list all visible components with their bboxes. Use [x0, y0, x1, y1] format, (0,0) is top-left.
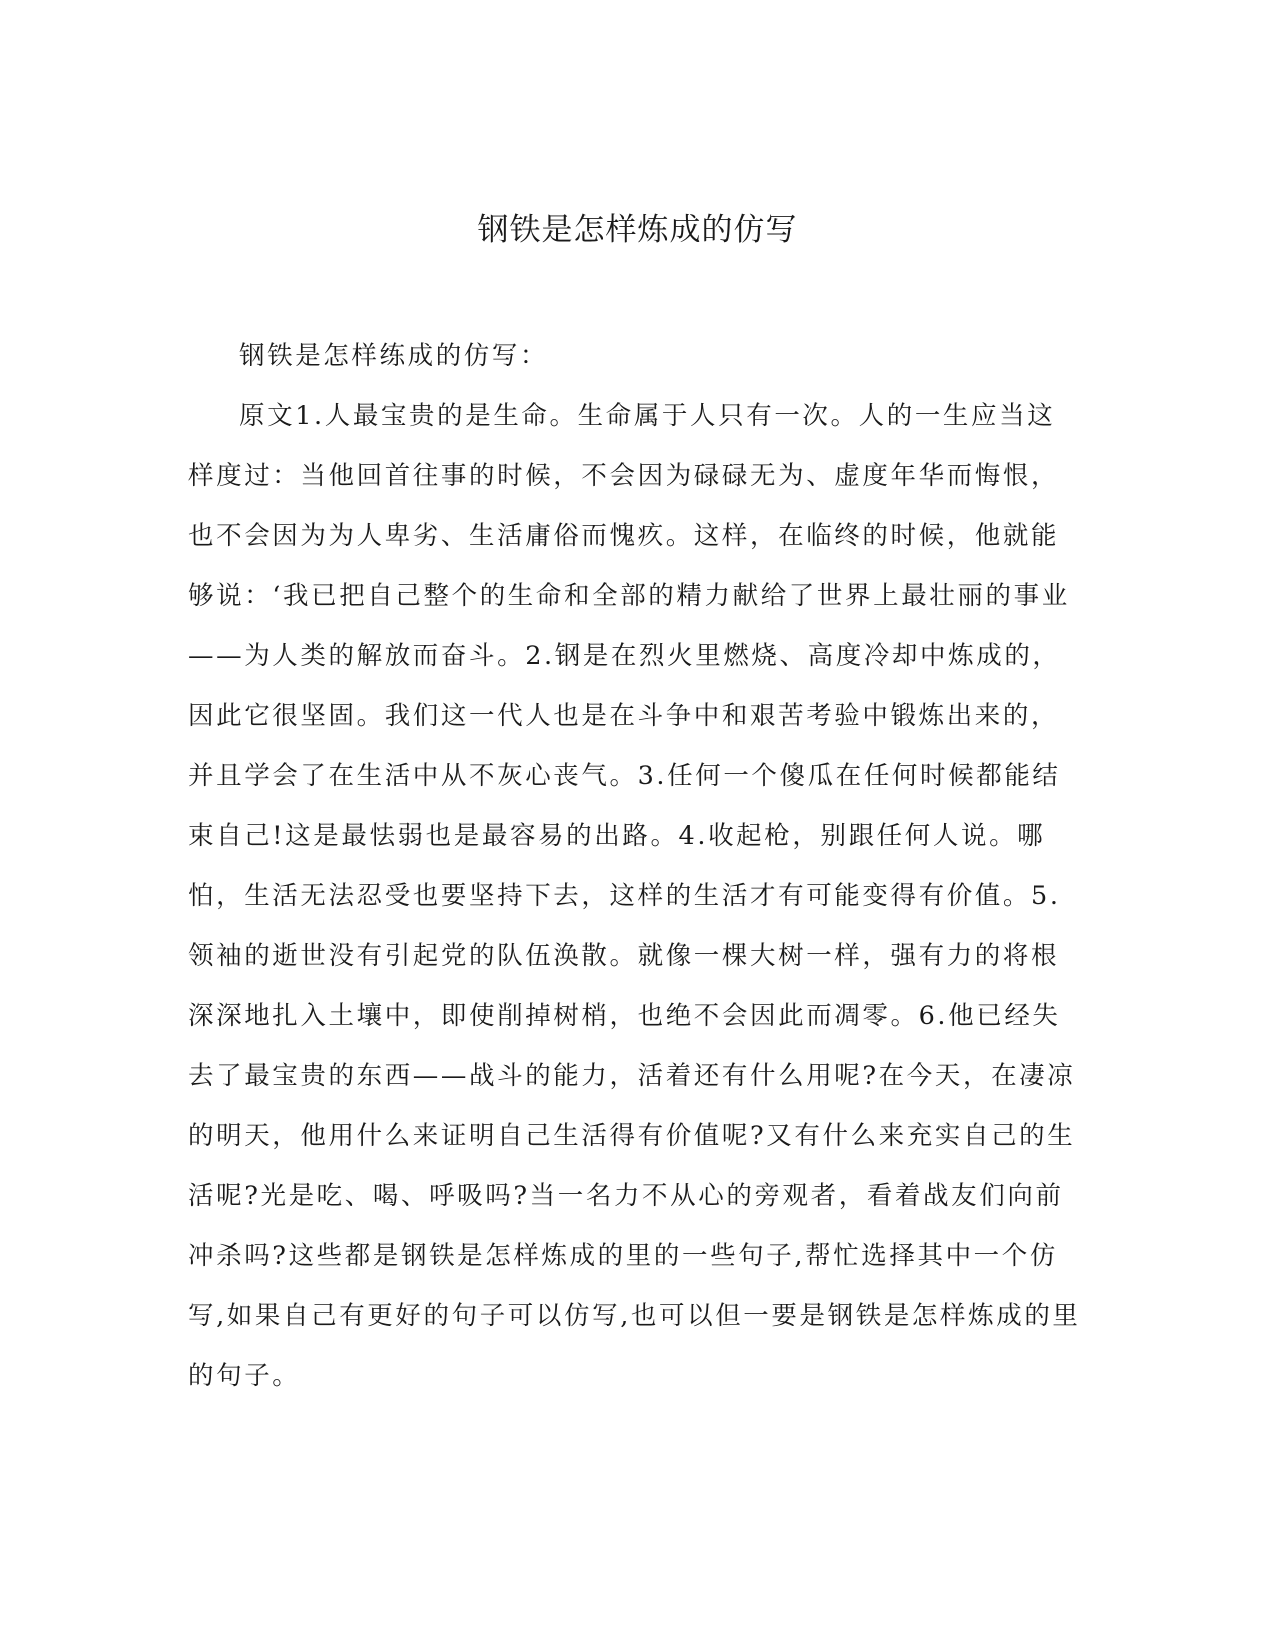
document-title: 钢铁是怎样炼成的仿写	[477, 212, 798, 248]
body-paragraph: 原文1.人最宝贵的是生命。生命属于人只有一次。人的一生应当这样度过：当他回首往事的时候，不会因为碌碌无为、虚度年华而悔恨，也不会因为为人卑劣、生活庸俗而愧疚。这样，在临终的时候，他就能够说：‘我已把自己整个的生命和全部的精力献给了世界上最壮丽的事业——为人类的解放而奋斗。2.钢是在烈火里燃烧、高度冷却中炼成的，因此它很坚固。我们这一代人也是在斗争中和艰苦考验中锻炼出来的，并且学会了在生活中从不灰心丧气。3.任何一个傻瓜在任何时候都能结束自己!这是最怯弱也是最容易的出路。4.收起枪，别跟任何人说。哪怕，生活无法忍受也要坚持下去，这样的生活才有可能变得有价值。5.领袖的逝世没有引起党的队伍涣散。就像一棵大树一样，强有力的将根深深地扎入土壤中，即使削掉树梢，也绝不会因此而凋零。6.他已经失去了最宝贵的东西——战斗的能力，活着还有什么用呢?在今天，在凄凉的明天，他用什么来证明自己生活得有价值呢?又有什么来充实自己的生活呢?光是吃、喝、呼吸吗?当一名力不从心的旁观者，看着战友们向前冲杀吗?这些都是钢铁是怎样炼成的里的一些句子,帮忙选择其中一个仿写,如果自己有更好的句子可以仿写,也可以但一要是钢铁是怎样炼成的里的句子。	[188, 401, 1081, 1391]
document-body	[188, 326, 1083, 1406]
intro-paragraph: 钢铁是怎样练成的仿写：	[239, 341, 549, 371]
